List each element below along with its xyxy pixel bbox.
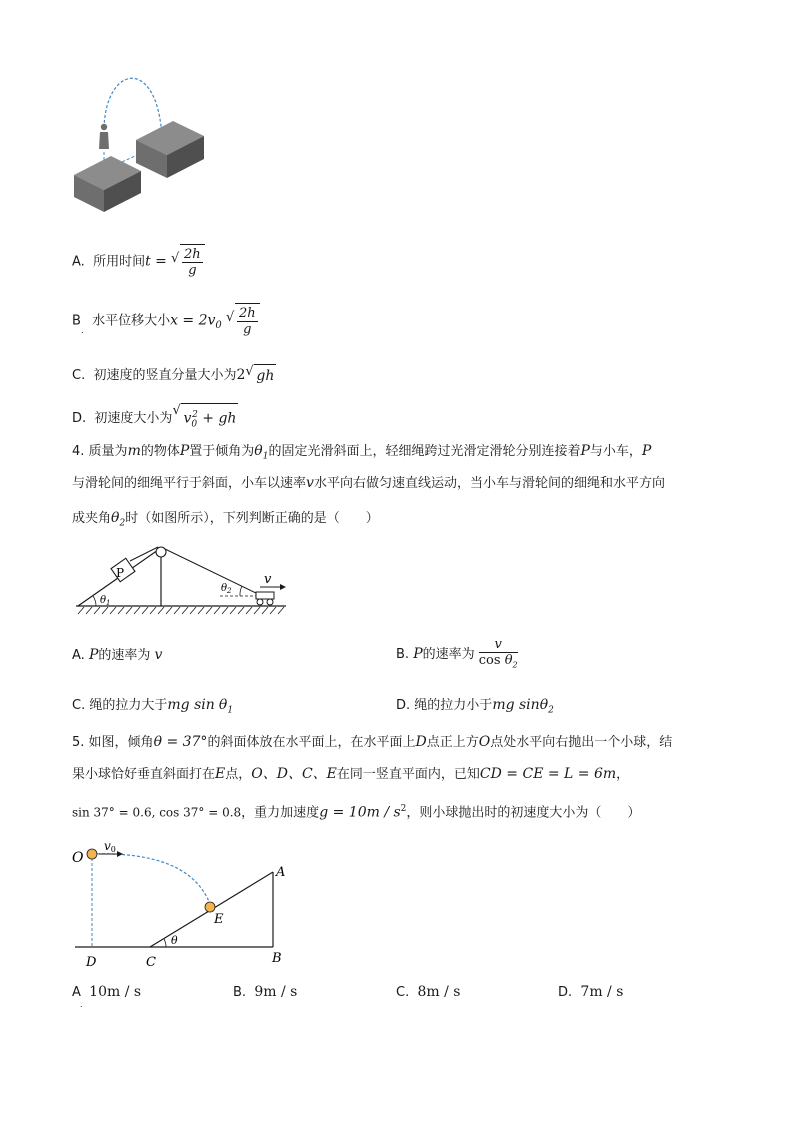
q5-stem-line1: 5. 如图，倾角θ = 37°的斜面体放在水平面上，在水平面上D点正上方O点处水平向右抛出一个小球，结 xyxy=(72,734,673,750)
pulley xyxy=(156,547,166,557)
q3-option-b[interactable]: $B_.$ 水平位移大小$x = 2v_0$ √ $\frac{2h}{g}$ xyxy=(72,303,260,343)
q5-option-a[interactable]: A 10m / s xyxy=(72,984,142,1000)
q4-option-d[interactable]: D. 绳的拉力小于mg sinθ$_2$ xyxy=(396,697,554,716)
q4-stem-line2: 与滑轮间的细绳平行于斜面，小车以速率v水平向右做匀速直线运动，当小车与滑轮间的细绳和水平方向 xyxy=(72,475,665,491)
q5-option-d[interactable]: D. 7m / s xyxy=(558,984,624,1000)
label-a: A xyxy=(276,865,286,880)
label-c: C xyxy=(146,955,156,970)
ball-trajectory xyxy=(92,854,210,904)
jump-trajectory xyxy=(104,78,162,138)
jump-figure xyxy=(66,66,216,216)
right-box xyxy=(136,121,204,178)
label-b: B xyxy=(272,951,282,966)
q3-option-a[interactable]: A. 所用时间t = √ $\frac{2h}{g}$ xyxy=(72,244,205,280)
q3-option-d[interactable]: D. 初速度大小为 √ $v_0^2$ + gh xyxy=(72,403,238,434)
q5-stem-line3: sin 37° = 0.6, cos 37° = 0.8，重力加速度$g = 10m / s^2$，则小球抛出时的初速度大小为（ ） xyxy=(72,804,641,821)
label-e: E xyxy=(214,912,224,927)
q4-option-b[interactable]: B. P的速率为 $\frac{v}{\cos \theta_2}$ xyxy=(396,636,518,670)
q5-option-a-dot: . xyxy=(80,1000,83,1009)
q3-option-c[interactable]: C. 初速度的竖直分量大小为2 √ gh xyxy=(72,364,275,384)
q4-option-a[interactable]: A. P的速率为 v xyxy=(72,647,163,663)
velocity-label: v xyxy=(264,572,272,587)
q5-stem-line2: 果小球恰好垂直斜面打在E点，O、D、C、E在同一竖直平面内，已知CD = CE = L = 6m， xyxy=(72,766,630,782)
q5-option-b[interactable]: B. 9m / s xyxy=(233,984,298,1000)
ball-start xyxy=(87,849,97,859)
projectile-incline-figure xyxy=(66,838,296,973)
theta2-label: $\theta_2$ xyxy=(221,583,232,595)
q5-option-c[interactable]: C. 8m / s xyxy=(396,984,461,1000)
label-o: O xyxy=(72,850,84,866)
cart xyxy=(256,592,274,605)
label-theta: θ xyxy=(171,934,178,947)
left-box xyxy=(74,156,141,212)
q4-option-c[interactable]: C. 绳的拉力大于mg $\sin \theta_1$ xyxy=(72,697,234,716)
label-d: D xyxy=(86,955,97,970)
q4-stem-line3: 成夹角$\theta_2$时（如图所示），下列判断正确的是（ ） xyxy=(72,510,379,529)
incline-pulley-figure xyxy=(72,540,292,620)
person-icon xyxy=(99,124,109,149)
block-p-label: P xyxy=(116,566,125,580)
q4-stem-line1: 4. 质量为m的物体P置于倾角为$\theta_1$的固定光滑斜面上，轻细绳跨过光滑定滑轮分别连接着P与小车，P xyxy=(72,443,652,462)
ball-impact xyxy=(205,902,215,912)
v0-label: v0 xyxy=(104,839,116,854)
theta1-label: $\theta_1$ xyxy=(100,595,111,607)
ground-hatching xyxy=(78,607,284,614)
